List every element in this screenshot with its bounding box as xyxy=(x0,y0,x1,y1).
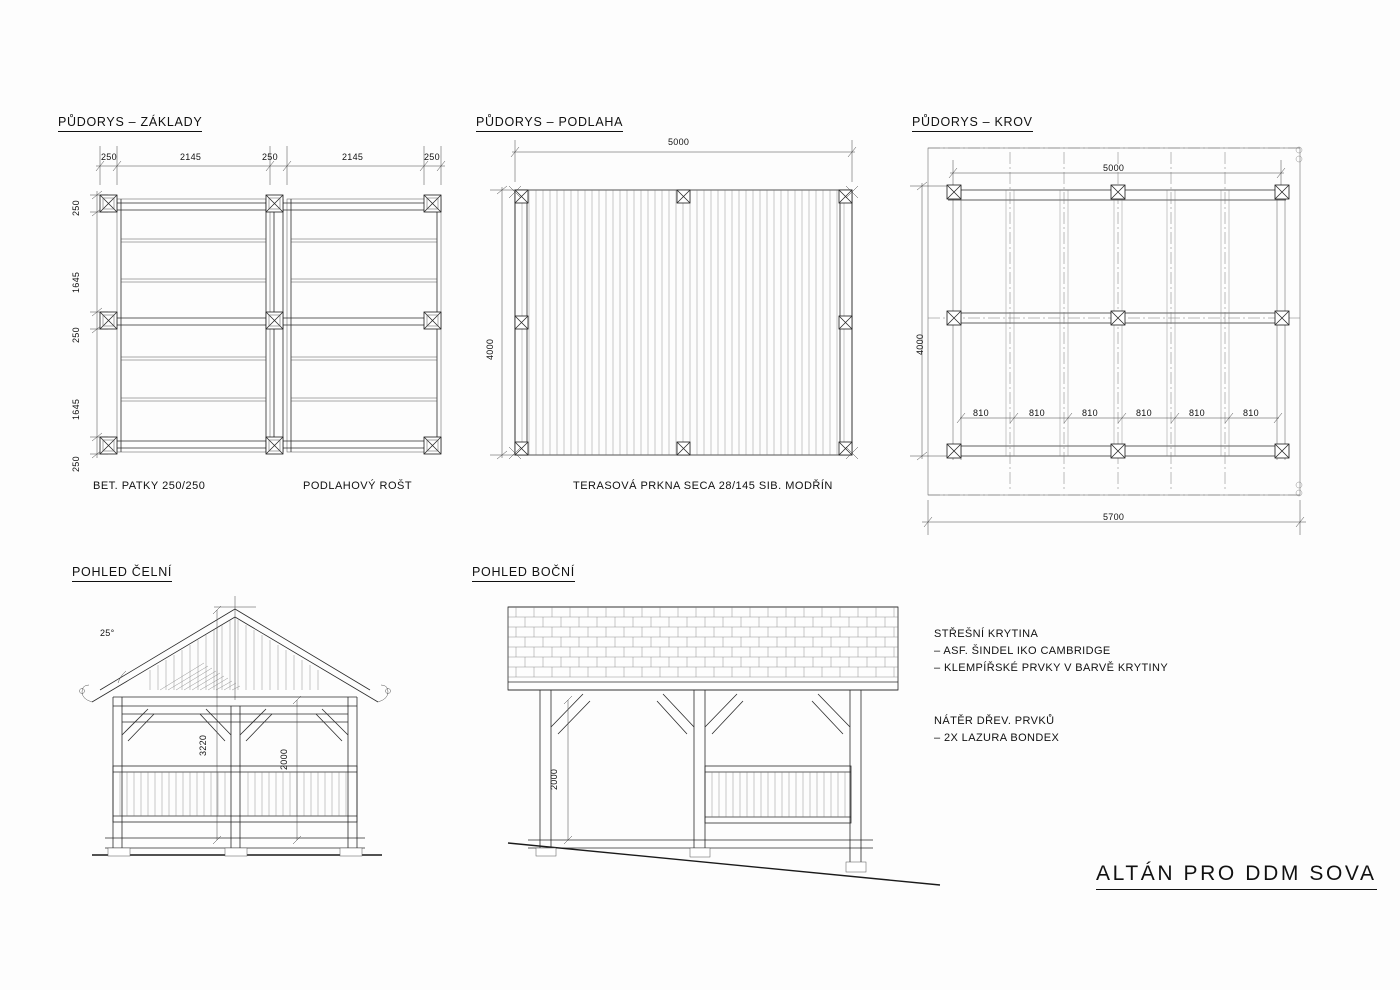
caption-floor-grid: PODLAHOVÝ ROŠT xyxy=(303,480,413,492)
caption-decking: TERASOVÁ PRKNA SECA 28/145 SIB. MODŘÍN xyxy=(573,480,833,492)
elevation-front xyxy=(80,596,391,856)
dim-roof-rafter-3: 810 xyxy=(1082,408,1098,418)
view-title-roof: PŮDORYS – KROV xyxy=(912,115,1033,132)
note-line: STŘEŠNÍ KRYTINA xyxy=(934,628,1039,640)
view-title-side: POHLED BOČNÍ xyxy=(472,565,575,582)
note-line: – ASF. ŠINDEL IKO CAMBRIDGE xyxy=(934,645,1111,657)
plan-roof xyxy=(910,147,1306,535)
dim-foundations-top-3: 250 xyxy=(262,152,278,162)
view-title-front: POHLED ČELNÍ xyxy=(72,565,172,582)
dim-floor-width: 5000 xyxy=(668,137,690,147)
dim-foundations-top-5: 250 xyxy=(424,152,440,162)
drawing-signature: ALTÁN PRO DDM SOVA xyxy=(1096,862,1377,890)
dim-foundations-top-1: 250 xyxy=(101,152,117,162)
dim-foundations-left-2: 1645 xyxy=(71,271,81,293)
dim-side-height: 2000 xyxy=(549,768,559,790)
note-line: – KLEMPÍŘSKÉ PRVKY V BARVĚ KRYTINY xyxy=(934,662,1169,674)
dim-roof-rafter-6: 810 xyxy=(1243,408,1259,418)
dim-foundations-top-4: 2145 xyxy=(342,152,364,162)
dim-foundations-left-3: 250 xyxy=(71,327,81,343)
elevation-side xyxy=(508,607,940,885)
plan-foundations xyxy=(90,146,445,458)
view-title-foundations: PŮDORYS – ZÁKLADY xyxy=(58,115,202,132)
dim-floor-depth: 4000 xyxy=(485,338,495,360)
foundation-pads xyxy=(100,195,441,454)
note-line: – 2X LAZURA BONDEX xyxy=(934,732,1060,744)
dim-roof-rafter-2: 810 xyxy=(1029,408,1045,418)
dim-roof-depth: 4000 xyxy=(915,333,925,355)
dim-front-eave-height: 2000 xyxy=(279,748,289,770)
view-title-floor: PŮDORYS – PODLAHA xyxy=(476,115,623,132)
dim-foundations-left-5: 250 xyxy=(71,456,81,472)
dim-roof-rafter-1: 810 xyxy=(973,408,989,418)
dim-roof-width: 5000 xyxy=(1103,163,1125,173)
dim-foundations-top-2: 2145 xyxy=(180,152,202,162)
dim-roof-angle: 25° xyxy=(100,628,115,638)
dim-foundations-left-1: 250 xyxy=(71,200,81,216)
dim-roof-rafter-4: 810 xyxy=(1136,408,1152,418)
dim-front-ridge-height: 3220 xyxy=(198,734,208,756)
dim-roof-overall: 5700 xyxy=(1103,512,1125,522)
dim-foundations-left-4: 1645 xyxy=(71,398,81,420)
floor-posts xyxy=(515,190,852,455)
plan-floor xyxy=(490,140,858,459)
caption-foundation-pads: BET. PATKY 250/250 xyxy=(93,480,206,492)
note-line: NÁTĚR DŘEV. PRVKŮ xyxy=(934,715,1055,727)
dim-roof-rafter-5: 810 xyxy=(1189,408,1205,418)
